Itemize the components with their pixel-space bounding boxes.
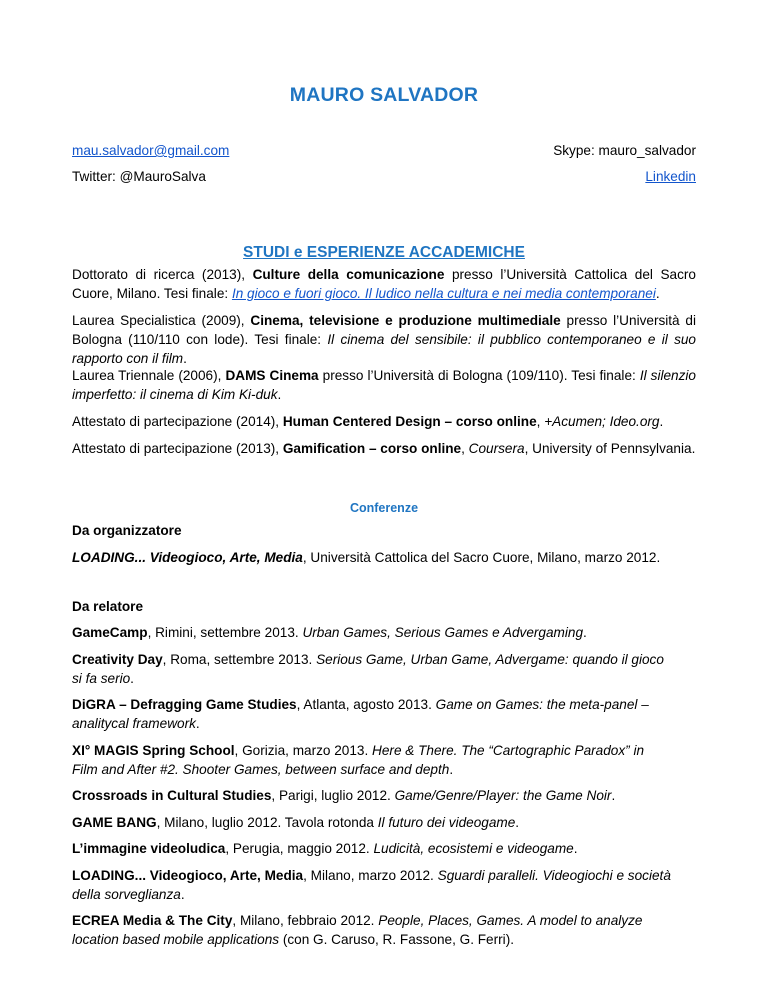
- conference-details: .: [195, 716, 200, 731]
- conference-details: .: [611, 788, 616, 803]
- conference-details: .: [449, 762, 454, 777]
- study-text: presso l’Università Cattolica del Sacro Cuore, Milano. Tesi finale:: [72, 267, 696, 301]
- study-text: Laurea Triennale (2006),: [72, 368, 226, 383]
- conference-entry: [72, 786, 672, 805]
- study-text: ,: [536, 414, 545, 429]
- study-item: [72, 439, 696, 458]
- study-provider: +Acumen; Ideo.org: [544, 414, 660, 429]
- study-text: Attestato di partecipazione (2014),: [72, 414, 283, 429]
- conference-details: , Milano, febbraio 2012.: [232, 913, 379, 928]
- conference-details: , Rimini, settembre 2013.: [147, 625, 303, 640]
- speaker-label: Da relatore: [72, 599, 144, 614]
- study-item: [72, 311, 696, 368]
- talk-title: People, Places, Games. A model to analyze location based mobile applications: [72, 913, 643, 947]
- talk-title: Sguardi paralleli. Videogiochi e società della sorveglianza: [72, 868, 671, 902]
- study-text: Dottorato di ricerca (2013),: [72, 267, 253, 282]
- twitter-handle: Twitter: @MauroSalva: [72, 169, 206, 184]
- conference-details: , Università Cattolica del Sacro Cuore, Milano, marzo 2012.: [302, 550, 661, 565]
- conference-entry: [72, 548, 672, 567]
- conference-details: .: [573, 841, 578, 856]
- conference-entry: [72, 813, 672, 832]
- talk-title: Game/Genre/Player: the Game Noir: [394, 788, 612, 803]
- contact-row-1: [72, 141, 696, 160]
- conference-name: L’immagine videoludica: [72, 841, 226, 856]
- conference-details: (con G. Caruso, R. Fassone, G. Ferri).: [279, 932, 514, 947]
- study-text: Laurea Specialistica (2009),: [72, 313, 251, 328]
- conference-entry: [72, 650, 672, 688]
- conference-entry: [72, 741, 672, 779]
- section-title-conferences: Conferenze: [349, 501, 419, 515]
- conference-details: , Atlanta, agosto 2013.: [296, 697, 436, 712]
- study-text: presso l’Università di Bologna (109/110). Tesi finale:: [318, 368, 640, 383]
- study-item: [72, 412, 696, 431]
- conference-name: GameCamp: [72, 625, 148, 640]
- thesis-title: Il cinema del sensibile: il pubblico contemporaneo e il suo rapporto con il film: [72, 332, 696, 366]
- talk-title: Il futuro dei videogame: [377, 815, 516, 830]
- study-text: Attestato di partecipazione (2013),: [72, 441, 283, 456]
- thesis-link[interactable]: In gioco e fuori gioco. Il ludico nella cultura e nei media contemporanei: [231, 286, 656, 301]
- conference-details: , Perugia, maggio 2012.: [225, 841, 374, 856]
- conference-name: XI° MAGIS Spring School: [72, 743, 235, 758]
- study-program: Human Centered Design – corso online: [282, 414, 537, 429]
- conference-details: .: [515, 815, 520, 830]
- conference-name: ECREA Media & The City: [72, 913, 233, 928]
- section-title-studies: STUDI e ESPERIENZE ACCADEMICHE: [243, 244, 525, 261]
- conference-name: LOADING... Videogioco, Arte, Media: [72, 868, 304, 883]
- email-link[interactable]: mau.salvador@gmail.com: [72, 143, 230, 158]
- study-text: ,: [461, 441, 469, 456]
- conference-details: .: [180, 887, 185, 902]
- study-program: Cinema, televisione e produzione multimediale: [250, 313, 561, 328]
- conference-details: , Gorizia, marzo 2013.: [234, 743, 373, 758]
- study-text: .: [659, 414, 664, 429]
- conference-entry: [72, 866, 672, 904]
- conference-details: , Milano, luglio 2012. Tavola rotonda: [156, 815, 378, 830]
- study-item: [72, 366, 696, 404]
- study-text: .: [655, 286, 660, 301]
- conference-name: DiGRA – Defragging Game Studies: [72, 697, 297, 712]
- conference-name: GAME BANG: [72, 815, 157, 830]
- study-text: .: [277, 387, 282, 402]
- talk-title: Game on Games: the meta-panel – analitycal framework: [72, 697, 649, 731]
- conference-name: LOADING... Videogioco, Arte, Media: [72, 550, 303, 565]
- linkedin-link[interactable]: Linkedin: [645, 169, 696, 184]
- conference-entry: [72, 911, 672, 949]
- study-text: , University of Pennsylvania.: [524, 441, 696, 456]
- study-program: DAMS Cinema: [225, 368, 319, 383]
- conference-details: .: [130, 671, 134, 686]
- study-provider: Coursera: [468, 441, 525, 456]
- talk-title: Here & There. The “Cartographic Paradox” in Film and After #2. Shooter Games, between surface and depth: [72, 743, 645, 777]
- talk-title: Serious Game, Urban Game, Advergame: quando il gioco si fa serio: [72, 652, 664, 686]
- study-text: presso l’Università di Bologna (110/110 con lode). Tesi finale:: [72, 313, 697, 347]
- skype-handle: Skype: mauro_salvador: [553, 143, 696, 158]
- conference-name: Creativity Day: [72, 652, 163, 667]
- conference-entry: [72, 839, 672, 858]
- study-text: .: [183, 351, 187, 366]
- study-program: Gamification – corso online: [282, 441, 462, 456]
- contact-row-2: [72, 167, 696, 186]
- conference-details: , Roma, settembre 2013.: [162, 652, 317, 667]
- talk-title: Ludicità, ecosistemi e videogame: [373, 841, 574, 856]
- organizer-label: Da organizzatore: [72, 523, 182, 538]
- page-title: MAURO SALVADOR: [289, 84, 479, 106]
- conference-entry: [72, 695, 672, 733]
- talk-title: Urban Games, Serious Games e Advergaming: [302, 625, 584, 640]
- thesis-title: Il silenzio imperfetto: il cinema di Kim Ki-duk: [72, 368, 696, 402]
- conference-details: , Parigi, luglio 2012.: [271, 788, 395, 803]
- conference-entry: [72, 623, 672, 642]
- study-item: [72, 265, 696, 303]
- conference-name: Crossroads in Cultural Studies: [72, 788, 272, 803]
- conference-details: .: [583, 625, 587, 640]
- study-program: Culture della comunicazione: [252, 267, 445, 282]
- conference-details: , Milano, marzo 2012.: [303, 868, 438, 883]
